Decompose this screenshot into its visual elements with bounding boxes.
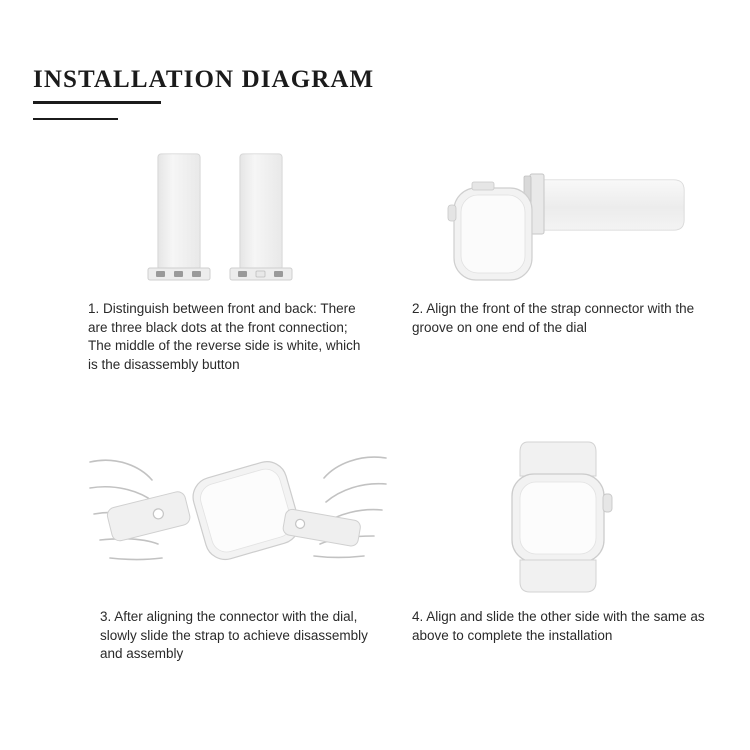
strap-right-piece (282, 508, 361, 547)
figure-step-4 (412, 440, 712, 595)
caption-step-4: 4. Align and slide the other side with the same as above to complete the installation (412, 609, 705, 643)
watch-dial-assembled (512, 474, 612, 562)
connector-front (148, 154, 210, 280)
dial-groove (472, 182, 494, 190)
figure-step-2 (412, 150, 712, 295)
title-underline-short (33, 118, 118, 120)
caption-step-1: 1. Distinguish between front and back: There are three black dots at the front connection; The middle of the reverse side is white, which is the disassembly button (88, 301, 361, 372)
watch-dial (448, 188, 532, 280)
connector-back (230, 154, 292, 280)
page-title: INSTALLATION DIAGRAM (33, 66, 375, 93)
title-underline-long (33, 101, 161, 104)
figure-step-3 (88, 440, 388, 595)
strap-band (540, 180, 684, 230)
strap-bottom (520, 560, 596, 592)
crown-icon (603, 494, 612, 512)
strap-top (520, 442, 596, 476)
watch-dial-tilted (188, 457, 303, 564)
caption-step-2: 2. Align the front of the strap connector with the groove on one end of the dial (412, 301, 695, 335)
figure-step-1 (88, 150, 378, 295)
caption-step-3: 3. After aligning the connector with the dial, slowly slide the strap to achieve disassembly and assembly (100, 609, 368, 661)
